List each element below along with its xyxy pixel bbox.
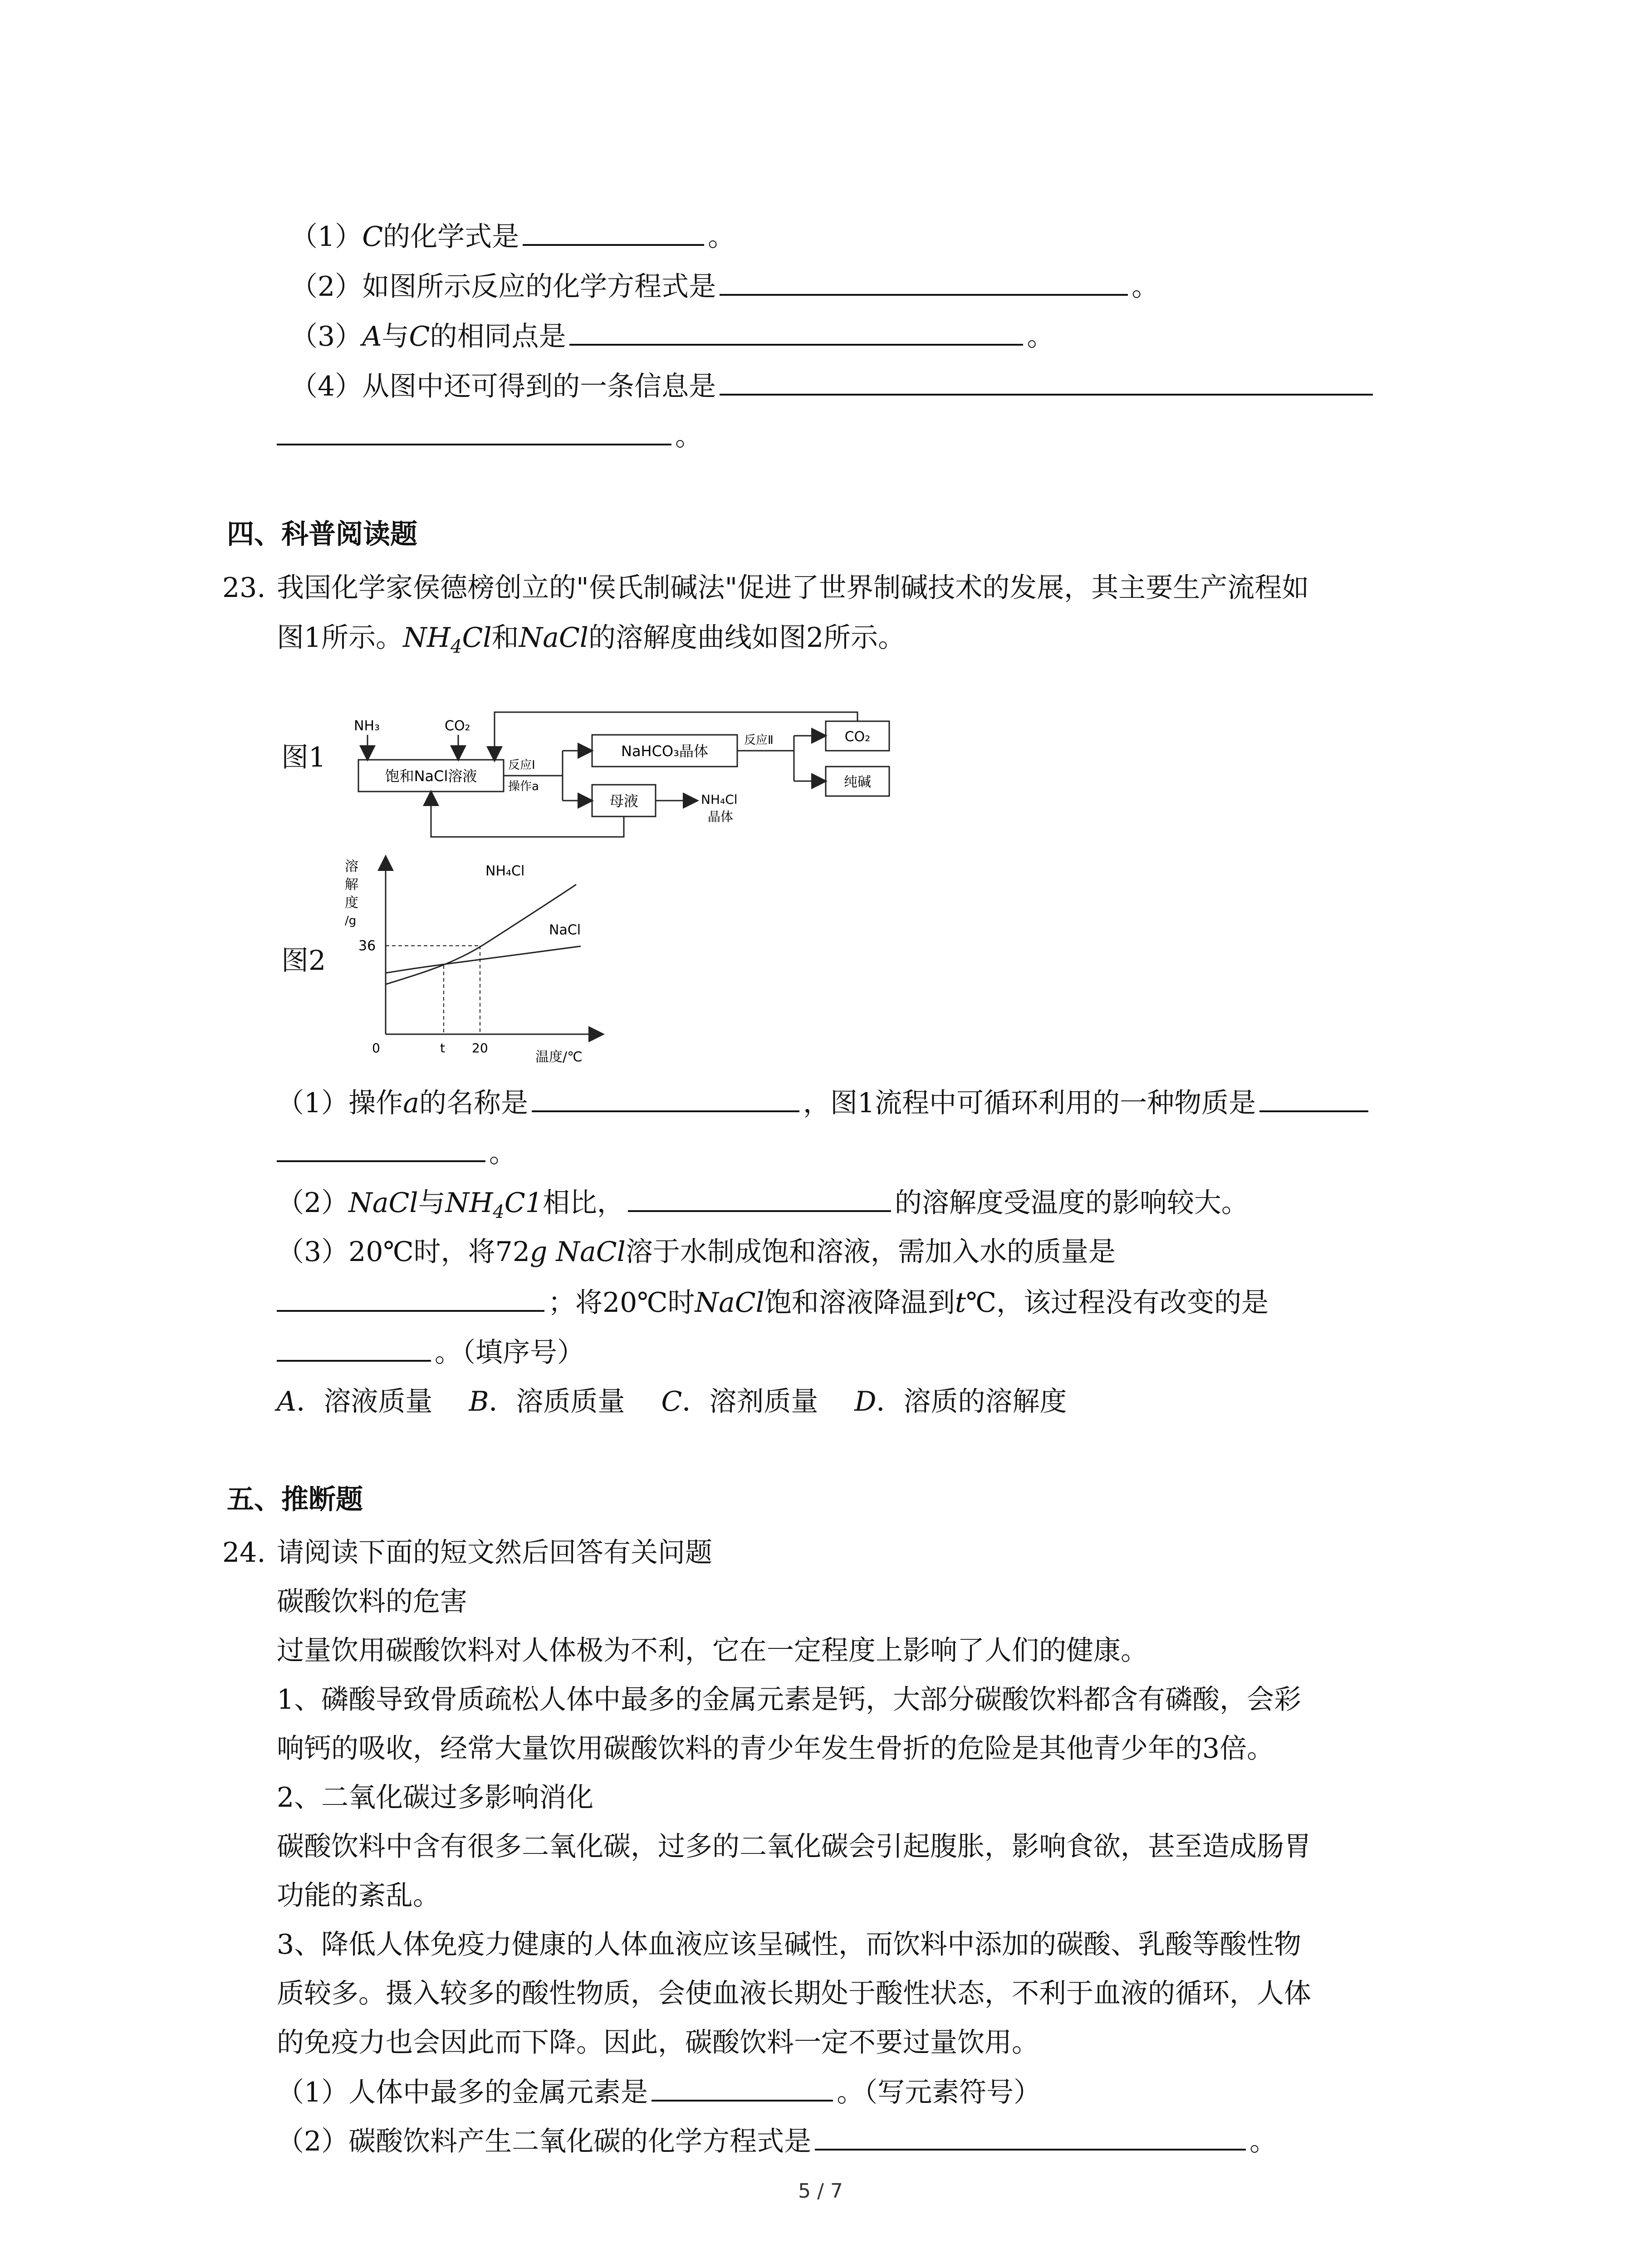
label-reaction2: 反应Ⅱ	[744, 733, 774, 747]
q24-passage-line: 响钙的吸收，经常大量饮用碳酸饮料的青少年发生骨折的危险是其他青少年的3倍。	[277, 1733, 1274, 1765]
label-co2-out: CO₂	[844, 729, 871, 745]
label-nh4cl: NH₄Cl	[701, 792, 738, 807]
option-c[interactable]: C．溶剂质量	[661, 1386, 818, 1418]
q23-intro-line1: 我国化学家侯德榜创立的"侯氏制碱法"促进了世界制碱技术的发展，其主要生产流程如	[277, 572, 1309, 604]
tick-20: 20	[472, 1041, 488, 1056]
answer-blank[interactable]	[628, 1185, 891, 1212]
q24-part1: （1）人体中最多的金属元素是 。（写元素符号）	[277, 2074, 1041, 2110]
label-operation-a: 操作a	[508, 780, 539, 793]
q22-part2: （2）如图所示反应的化学方程式是 。	[290, 269, 1159, 304]
label-mother-liquor: 母液	[609, 792, 639, 810]
answer-blank[interactable]	[277, 1334, 431, 1362]
curve-label-nacl: NaCl	[549, 922, 581, 938]
answer-blank[interactable]	[720, 269, 1128, 296]
q24-passage-line: 碳酸饮料中含有很多二氧化碳，过多的二氧化碳会引起腹胀，影响食欲，甚至造成肠胃	[277, 1831, 1311, 1862]
q23-part3-cont: ；将20℃时NaCl饱和溶液降温到t℃，该过程没有改变的是	[277, 1285, 1269, 1320]
label-crystal: 晶体	[708, 809, 734, 824]
label-reaction1: 反应Ⅰ	[508, 758, 535, 772]
q23-part3: （3）20℃时，将72g NaCl溶于水制成饱和溶液，需加入水的质量是	[277, 1236, 1116, 1268]
label-nahco3: NaHCO₃晶体	[621, 743, 708, 760]
option-d[interactable]: D．溶质的溶解度	[854, 1386, 1067, 1418]
curve-label-nh4cl: NH₄Cl	[485, 863, 525, 879]
q23-intro-line2: 图1所示。$NH_4Cl$和NaCl的溶解度曲线如图2所示。	[277, 622, 906, 657]
q24-passage-line: 过量饮用碳酸饮料对人体极为不利，它在一定程度上影响了人们的健康。	[277, 1635, 1148, 1667]
q23-options	[277, 1384, 1067, 1419]
q24-passage-line: 3、降低人体免疫力健康的人体血液应该呈碱性，而饮料中添加的碳酸、乳酸等酸性物	[277, 1929, 1302, 1960]
figure2-label: 图2	[281, 945, 326, 977]
flow-diagram	[345, 708, 916, 844]
curve-nh4cl	[386, 885, 576, 984]
q24-passage-line: 1、磷酸导致骨质疏松人体中最多的金属元素是钙，大部分碳酸饮料都含有磷酸，会彩	[277, 1684, 1302, 1716]
q24-passage-line: 碳酸饮料的危害	[277, 1586, 467, 1618]
q23-number: 23.	[222, 572, 266, 604]
label-saturated-nacl: 饱和NaCl溶液	[385, 767, 477, 785]
answer-blank[interactable]	[569, 318, 1023, 346]
answer-blank[interactable]	[652, 2074, 833, 2102]
tick-36: 36	[358, 938, 376, 954]
answer-blank[interactable]	[720, 368, 1373, 396]
tick-t: t	[440, 1041, 445, 1056]
q24-passage-line: 的免疫力也会因此而下降。因此，碳酸饮料一定不要过量饮用。	[277, 2027, 1039, 2058]
q23-part3-cont2: 。（填序号）	[277, 1334, 584, 1370]
answer-blank[interactable]	[815, 2123, 1246, 2151]
q24-part2: （2）碳酸饮料产生二氧化碳的化学方程式是 。	[277, 2123, 1277, 2159]
answer-blank[interactable]	[277, 418, 671, 445]
label-nh3: NH₃	[354, 718, 380, 734]
curve-nacl	[386, 946, 581, 973]
q23-part1-cont: 。	[277, 1135, 516, 1170]
q24-passage-line: 请阅读下面的短文然后回答有关问题	[277, 1537, 712, 1569]
label-soda: 纯碱	[844, 774, 871, 790]
q23-part1: （1）操作a的名称是 ，图1流程中可循环利用的一种物质是	[277, 1085, 1372, 1120]
answer-blank[interactable]	[1259, 1085, 1368, 1112]
solubility-graph	[336, 853, 617, 1070]
figure1-label: 图1	[281, 742, 326, 773]
q22-part4-cont: 。	[277, 418, 702, 454]
answer-blank[interactable]	[277, 1285, 544, 1312]
section-title: 四、科普阅读题	[227, 518, 417, 550]
q22-part1: （1）C的化学式是 。	[290, 219, 735, 254]
tick-origin: 0	[372, 1041, 380, 1056]
ylabel-char-3: 度	[345, 895, 358, 911]
q24-number: 24.	[222, 1537, 266, 1569]
q24-passage-line: 2、二氧化碳过多影响消化	[277, 1782, 594, 1813]
q22-part4: （4）从图中还可得到的一条信息是	[290, 368, 1376, 404]
xlabel: 温度/℃	[535, 1049, 583, 1065]
ylabel-char-1: 溶	[345, 859, 358, 875]
ylabel-char-2: 解	[345, 877, 358, 893]
recycle-arrow-mother	[431, 792, 624, 837]
option-b[interactable]: B．溶质质量	[469, 1386, 625, 1418]
section-title: 五、推断题	[227, 1484, 363, 1515]
q24-passage-line: 功能的紊乱。	[277, 1880, 440, 1911]
answer-blank[interactable]	[532, 1085, 799, 1112]
option-a[interactable]: A．溶液质量	[277, 1386, 433, 1418]
page-number: 5 / 7	[798, 2180, 843, 2203]
ylabel-unit: /g	[345, 914, 357, 928]
answer-blank[interactable]	[523, 219, 704, 246]
q22-part3: （3）A与C的相同点是 。	[290, 318, 1054, 354]
q24-passage-line: 质较多。摄入较多的酸性物质，会使血液长期处于酸性状态，不利于血液的循环，人体	[277, 1978, 1311, 2009]
answer-blank[interactable]	[277, 1135, 485, 1162]
q23-part2: （2）NaCl与$NH_4C1$相比， 的溶解度受温度的影响较大。	[277, 1185, 1249, 1229]
label-co2-in: CO₂	[445, 718, 470, 734]
